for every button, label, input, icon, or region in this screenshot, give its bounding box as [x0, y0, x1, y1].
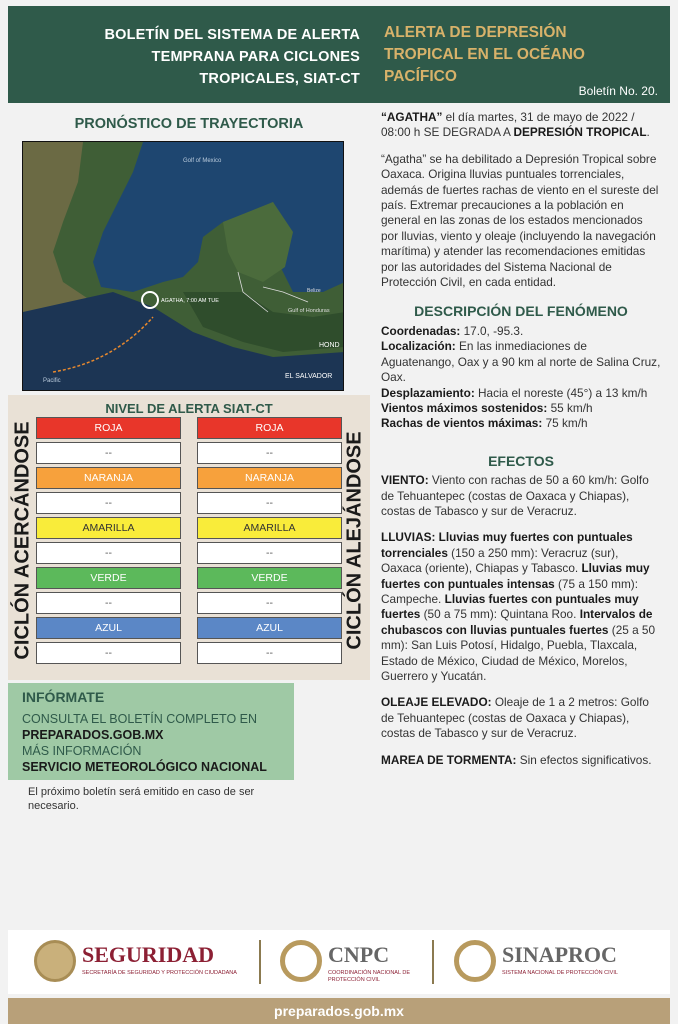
field-value: 17.0, -95.3.	[460, 323, 524, 338]
summary-paragraph: “Agatha” se ha debilitado a Depresión Tropical sobre Oaxaca. Origina lluvias puntuales torrenciales, además de fuertes rachas de viento en el sureste del país. Extremar precauciones a la población en general en las zonas de los estados mencionados por lluvias, viento y oleaje (incluyendo la navegación marítima) y atender las recomendaciones emitidas por las autoridades del Sistema Nacional de Protección Civil, en cada entidad.	[381, 151, 659, 290]
rain-category: Lluvias muy fuertes con puntuales intensas	[381, 561, 650, 591]
map-graphic	[23, 142, 344, 391]
cnpc-logo: CNPC	[328, 942, 390, 967]
header-title-left-line: TEMPRANA PARA CICLONES	[151, 49, 360, 65]
alert-level-cell: AZUL	[36, 617, 181, 639]
field-value: 55 km/h	[547, 400, 593, 415]
header-title-left	[40, 24, 360, 90]
map-label: Belize	[307, 288, 321, 294]
header-title-left-line: BOLETÍN DEL SISTEMA DE ALERTA	[104, 27, 360, 43]
max-gusts	[381, 416, 661, 431]
field-label: VIENTO:	[381, 473, 429, 488]
map-label: Pacific	[43, 378, 61, 384]
alert-level-panel	[8, 395, 370, 680]
footer-url[interactable]: preparados.gob.mx	[8, 998, 670, 1024]
rain-category: Intervalos de chubascos con lluvias puntuales fuertes	[381, 607, 653, 637]
field-value: Oleaje de 1 a 2 metros: Golfo de Tehuantepec (costas de Oaxaca y Chiapas), costas de Tabasco y sur de Veracruz.	[381, 695, 649, 741]
field-value: (75 a 150 mm): Campeche.	[381, 576, 638, 606]
effects-title: EFECTOS	[488, 452, 554, 469]
map-label: EL SALVADOR	[285, 373, 333, 380]
alert-level-cell: --	[197, 592, 342, 614]
field-value: Sin efectos significativos.	[516, 752, 652, 767]
footer-separator	[259, 940, 261, 984]
waves-effect	[381, 695, 661, 741]
bulletin-body	[381, 110, 661, 779]
alert-level-cell: --	[197, 492, 342, 514]
description-title: DESCRIPCIÓN DEL FENÓMENO	[414, 303, 628, 320]
alert-level-cell: --	[36, 642, 181, 664]
header-title-right	[384, 22, 664, 88]
sinaproc-logo: SINAPROC	[502, 942, 617, 967]
map-label: HOND	[319, 342, 340, 349]
map-label: AGATHA, 7:00 AM TUE	[161, 298, 219, 304]
mexico-seal-icon	[34, 940, 76, 982]
alert-level-cell: NARANJA	[36, 467, 181, 489]
smn-link[interactable]: SERVICIO METEOROLÓGICO NACIONAL	[22, 760, 267, 774]
footer-logos	[8, 930, 670, 994]
alert-level-cell: AMARILLA	[36, 517, 181, 539]
alert-level-cell: VERDE	[197, 567, 342, 589]
bulletin-number: Boletín No. 20.	[578, 84, 658, 98]
info-box	[8, 683, 294, 780]
next-bulletin-note: El próximo boletín será emitido en caso de ser necesario.	[28, 786, 255, 812]
info-line: CONSULTA EL BOLETÍN COMPLETO EN	[22, 712, 258, 726]
alert-level-title: NIVEL DE ALERTA SIAT-CT	[105, 401, 273, 416]
map-label: Golf of Mexico	[183, 158, 222, 164]
intro-text: el día martes, 31 de mayo de 2022 / 08:00 h SE DEGRADA A	[381, 110, 635, 140]
cnpc-triangle-icon	[280, 940, 322, 982]
cnpc-subtitle: COORDINACIÓN NACIONAL DE PROTECCIÓN CIVIL	[328, 970, 411, 983]
field-label: Rachas de vientos máximas:	[381, 416, 543, 431]
info-line: MÁS INFORMACIÓN	[22, 744, 142, 758]
seguridad-logo: SEGURIDAD	[82, 942, 215, 967]
alert-levels-approaching	[36, 417, 181, 667]
intro-text: .	[646, 125, 650, 140]
field-label: Vientos máximos sostenidos:	[381, 400, 548, 415]
forecast-title: PRONÓSTICO DE TRAYECTORIA	[74, 116, 304, 132]
footer-separator	[432, 940, 434, 984]
max-winds	[381, 401, 661, 416]
wind-effect	[381, 473, 661, 519]
field-value: Viento con rachas de 50 a 60 km/h: Golfo de Tehuantepec (costas de Oaxaca y Chiapas), costas de Tabasco y sur de Veracruz.	[381, 473, 649, 518]
alert-level-cell: --	[36, 442, 181, 464]
alert-level-cell: VERDE	[36, 567, 181, 589]
field-value: 75 km/h	[542, 416, 588, 431]
field-label: Localización:	[381, 339, 456, 354]
trajectory-map	[22, 141, 344, 391]
alert-level-cell: --	[36, 592, 181, 614]
displacement	[381, 386, 661, 401]
intro-paragraph	[381, 110, 661, 141]
header-title-right-line: PACÍFICO	[384, 68, 457, 85]
location	[381, 339, 661, 385]
alert-level-cell: ROJA	[197, 417, 342, 439]
field-label: LLUVIAS:	[381, 530, 436, 545]
alert-level-cell: AZUL	[197, 617, 342, 639]
map-label: Gulf of Honduras	[288, 308, 330, 314]
field-label: OLEAJE ELEVADO:	[381, 695, 492, 710]
alert-level-cell: ROJA	[36, 417, 181, 439]
field-value: Hacia el noreste (45°) a 13 km/h	[474, 385, 648, 400]
rain-effect	[381, 530, 661, 684]
rain-category: Lluvias muy fuertes con puntuales torrenciales	[381, 530, 633, 560]
alert-level-cell: NARANJA	[197, 467, 342, 489]
storm-surge-effect	[381, 753, 661, 768]
field-value: (50 a 75 mm): Quintana Roo.	[420, 607, 580, 622]
header-title-right-line: ALERTA DE DEPRESIÓN	[384, 24, 567, 41]
cyclon-departing-label: CICLÓN ALEJÁNDOSE	[343, 431, 366, 650]
header-title-right-line: TROPICAL EN EL OCÉANO	[384, 46, 585, 63]
seguridad-subtitle: SECRETARÍA DE SEGURIDAD Y PROTECCIÓN CIUDADANA	[82, 970, 237, 976]
alert-level-cell: --	[197, 442, 342, 464]
preparados-link[interactable]: PREPARADOS.GOB.MX	[22, 728, 164, 742]
alert-level-cell: --	[36, 542, 181, 564]
alert-level-cell: --	[36, 492, 181, 514]
info-title: INFÓRMATE	[22, 689, 105, 705]
alert-levels-departing	[197, 417, 342, 667]
field-label: Desplazamiento:	[381, 385, 475, 400]
rain-category: Lluvias fuertes con puntuales muy fuertes	[381, 591, 639, 622]
field-value: En las inmediaciones de Aguatenango, Oax y a 90 km al norte de Salina Cruz, Oax.	[381, 339, 661, 385]
alert-level-cell: --	[197, 642, 342, 664]
alert-level-cell: --	[197, 542, 342, 564]
header-title-left-line: TROPICALES, SIAT-CT	[199, 71, 360, 87]
sinaproc-triangle-icon	[454, 940, 496, 982]
sinaproc-subtitle: SISTEMA NACIONAL DE PROTECCIÓN CIVIL	[502, 970, 618, 976]
alert-level-cell: AMARILLA	[197, 517, 342, 539]
field-label: Coordenadas:	[381, 323, 461, 338]
cyclon-approaching-label: CICLÓN ACERCÁNDOSE	[11, 421, 34, 660]
coordinates	[381, 324, 661, 339]
field-value: (25 a 50 mm): San Luis Potosí, Hidalgo, Puebla, Tlaxcala, Estado de México, Ciudad de México, Morelos, Guerrero y Yucatán.	[381, 622, 656, 683]
storm-status: DEPRESIÓN TROPICAL	[513, 125, 647, 140]
field-value: (150 a 250 mm): Veracruz (sur), Oaxaca (oriente), Chiapas y Tabasco.	[381, 545, 619, 576]
storm-name: “AGATHA”	[381, 110, 443, 124]
field-label: MAREA DE TORMENTA:	[381, 752, 517, 767]
header	[8, 6, 670, 103]
